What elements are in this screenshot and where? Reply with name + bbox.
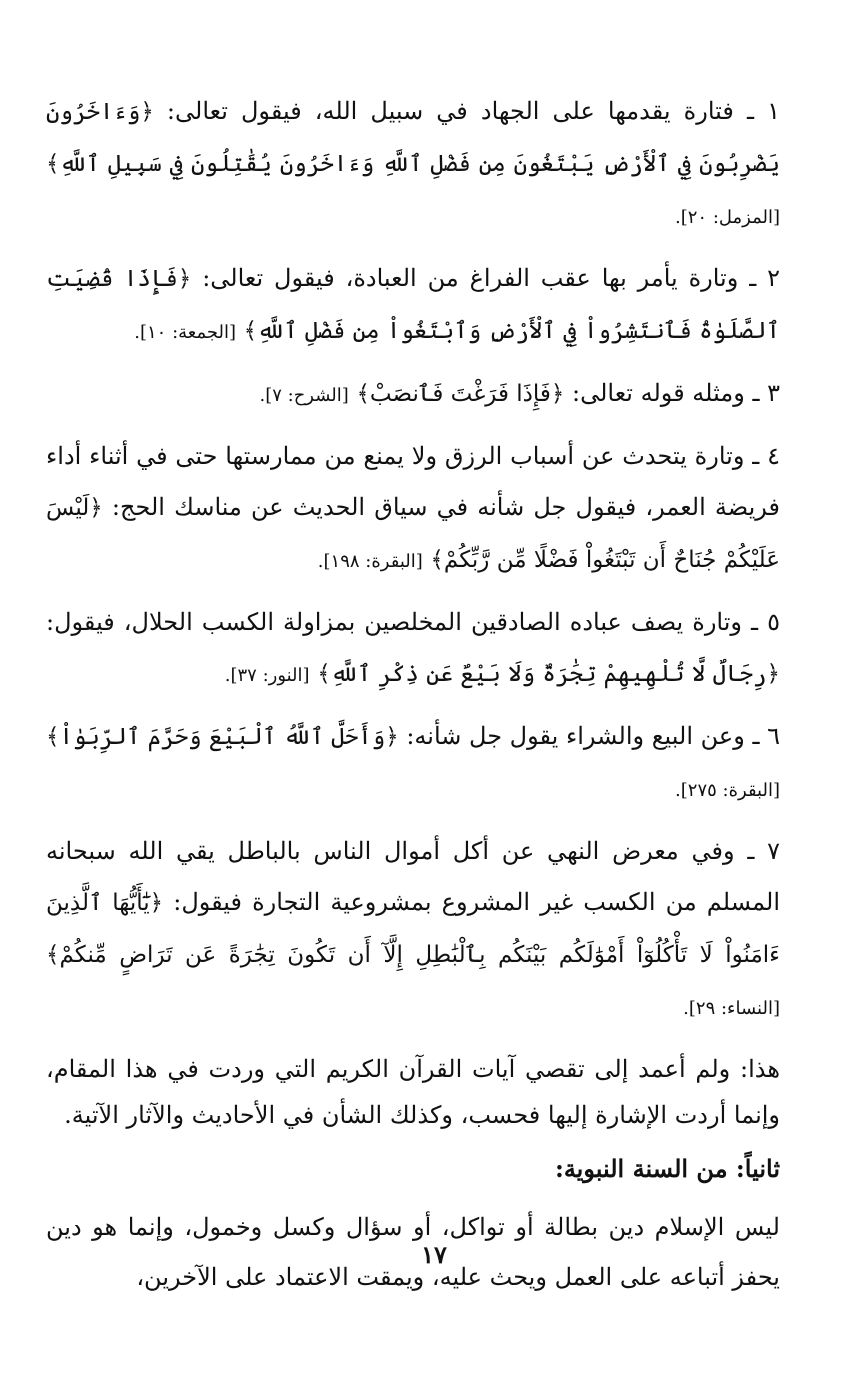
list-item-5	[46, 597, 780, 701]
item-text: وتارة يصف عباده الصادقين المخلصين بمزاولة الكسب الحلال، فيقول:	[46, 608, 743, 636]
list-item-2	[46, 253, 780, 358]
item-text: وتارة يأمر بها عقب الفراغ من العبادة، فيقول تعالى:	[202, 264, 739, 292]
item-number: ٦ ـ	[752, 722, 780, 750]
list-item-7	[46, 826, 780, 1034]
quran-verse: ﴿وَأَحَلَّ ٱللَّهُ ٱلْبَيْعَ وَحَرَّمَ ٱلرِّبَوٰاْ﴾	[46, 724, 399, 750]
page-body	[46, 86, 780, 1302]
item-text: ومثله قوله تعالى:	[572, 379, 745, 407]
quran-verse: ﴿لَيْسَ عَلَيْكُمْ جُنَاحٌ أَن تَبْتَغُواْ فَضْلًا مِّن رَّبِّكُمْ﴾	[46, 495, 780, 573]
verse-reference: [البقرة: ١٩٨].	[317, 551, 423, 572]
item-number: ٧ ـ	[747, 837, 781, 865]
verse-reference: [المزمل: ٢٠].	[675, 207, 780, 228]
verse-reference: [الشرح: ٧].	[259, 385, 349, 406]
verse-reference: [البقرة: ٢٧٥].	[675, 780, 780, 801]
list-item-3	[46, 368, 780, 421]
item-number: ١ ـ	[746, 97, 780, 125]
verse-reference: [النساء: ٢٩].	[683, 998, 780, 1019]
author-note: هذا: ولم أعمد إلى تقصي آيات القرآن الكريم التي وردت في هذا المقام، وإنما أردت الإشارة إليها فحسب، وكذلك الشأن في الأحاديث والآثار الآتية.	[46, 1055, 780, 1129]
item-text: فتارة يقدمها على الجهاد في سبيل الله، فيقول تعالى:	[166, 97, 734, 125]
verse-reference: [النور: ٣٧].	[224, 665, 310, 686]
verse-reference: [الجمعة: ١٠].	[134, 322, 237, 343]
quran-verse: ﴿فَإِذَا قُضِيَتِ ٱلصَّلَوٰةُ فَٱنتَشِرُواْ فِي ٱلْأَرْضِ وَٱبْتَغُواْ مِن فَضْلِ ٱللَّهِ﴾	[46, 266, 780, 344]
list-item-1	[46, 86, 780, 243]
page-number: ١٧	[421, 1240, 447, 1269]
item-number: ٢ ـ	[749, 264, 780, 292]
list-item-4	[46, 431, 780, 587]
list-item-6	[46, 711, 780, 816]
item-text: وعن البيع والشراء يقول جل شأنه:	[406, 722, 745, 750]
item-number: ٤ ـ	[752, 442, 780, 470]
quran-verse: ﴿رِجَالٌ لَّا تُلْهِيهِمْ تِجَٰرَةٌ وَلَا بَيْعٌ عَن ذِكْرِ ٱللَّهِ﴾	[317, 661, 780, 687]
quran-verse: ﴿وَءَاخَرُونَ يَضْرِبُونَ فِي ٱلْأَرْضِ يَبْتَغُونَ مِن فَضْلِ ٱللَّهِ وَءَاخَرُونَ يُقَٰتِلُونَ فِي سَبِيلِ ٱللَّهِ﴾	[46, 99, 780, 177]
body-paragraph: ليس الإسلام دين بطالة أو تواكل، أو سؤال وكسل وخمول، وإنما هو دين يحفز أتباعه على العمل ويحث عليه، ويمقت الاعتماد على الآخرين،	[46, 1213, 780, 1291]
item-text: وفي معرض النهي عن أكل أموال الناس بالباطل يقي الله سبحانه المسلم من الكسب غير المشروع بمشروعية التجارة فيقول:	[46, 837, 780, 916]
item-number: ٣ ـ	[752, 379, 780, 407]
section-heading: ثانياً: من السنة النبوية:	[554, 1154, 780, 1183]
quran-verse: ﴿يَٰٓأَيُّهَا ٱلَّذِينَ ءَامَنُواْ لَا تَأْكُلُوٓاْ أَمْوَٰلَكُم بَيْنَكُم بِٱلْبَٰطِلِ إِلَّآ أَن تَكُونَ تِجَٰرَةً عَن تَرَاضٍ مِّنكُمْ﴾	[46, 890, 780, 968]
item-text: وتارة يتحدث عن أسباب الرزق ولا يمنع من ممارستها حتى في أثناء أداء فريضة العمر، فيقول جل شأنه في سياق الحديث عن مناسك الحج:	[46, 442, 780, 521]
item-number: ٥ ـ	[751, 608, 780, 636]
quran-verse: ﴿فَإِذَا فَرَغْتَ فَٱنصَبْ﴾	[356, 381, 565, 407]
